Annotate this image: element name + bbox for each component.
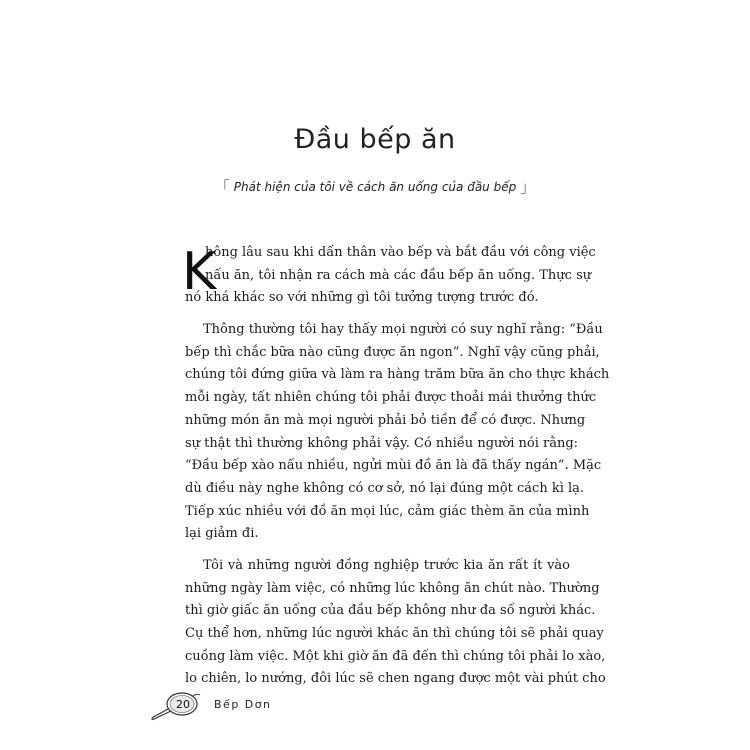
text-line: những ngày làm việc, có những lúc không ăn chút nào. Thường — [185, 580, 600, 596]
text-line: Tiếp xúc nhiều với đồ ăn mọi lúc, cảm giác thèm ăn của mình — [185, 503, 590, 519]
text-line: dù điều này nghe không có cơ sở, nó lại đúng một cách kì lạ. — [185, 480, 585, 496]
text-line: lại giảm đi. — [185, 526, 259, 542]
text-line: nấu ăn, tôi nhận ra cách mà các đầu bếp ăn uống. Thực sự — [205, 267, 592, 283]
text-line: cuồng làm việc. Một khi giờ ăn đã đến thì chúng tôi phải lo xào, — [185, 648, 606, 664]
corner-bracket-close: 」 — [520, 178, 536, 196]
text-line: thì giờ giấc ăn uống của đầu bếp không như đa số người khác. — [185, 603, 596, 619]
chapter-subtitle-text: Phát hiện của tôi về cách ăn uống của đầu bếp — [233, 180, 517, 194]
chapter-subtitle — [0, 175, 750, 196]
drop-cap: K — [182, 242, 217, 302]
text-line: lo chiên, lo nướng, đôi lúc sẽ chen ngang được một vài phút cho — [185, 671, 606, 687]
text-line: bếp thì chắc bữa nào cũng được ăn ngon”. Nghĩ vậy cũng phải, — [185, 344, 600, 360]
text-line: mỗi ngày, tất nhiên chúng tôi phải được thoải mái thưởng thức — [185, 390, 597, 406]
running-footer-title: Bếp Dơn — [214, 698, 272, 711]
text-line: Thông thường tôi hay thấy mọi người có suy nghĩ rằng: “Đầu — [203, 322, 603, 338]
text-line: Cụ thể hơn, những lúc người khác ăn thì chúng tôi sẽ phải quay — [185, 626, 604, 641]
chapter-title: Đầu bếp ăn — [294, 124, 456, 155]
text-line: chúng tôi đứng giữa và làm ra hàng trăm bữa ăn cho thực khách — [185, 367, 610, 383]
text-line: những món ăn mà mọi người phải bỏ tiền để có được. Nhưng — [185, 412, 586, 428]
text-line: sự thật thì thường không phải vậy. Có nhiều người nói rằng: — [185, 435, 579, 451]
body-text — [185, 242, 610, 691]
text-line: “Đầu bếp xào nấu nhiều, ngửi mùi đồ ăn là đã thấy ngán”. Mặc — [185, 458, 602, 474]
text-line: hông lâu sau khi dấn thân vào bếp và bắt đầu với công việc — [205, 245, 596, 260]
corner-bracket-open: 「 — [214, 178, 230, 196]
page-number: 20 — [176, 698, 190, 711]
text-line: nó khá khác so với những gì tôi tưởng tượng trước đó. — [185, 290, 539, 306]
text-line: Tôi và những người đồng nghiệp trước kia ăn rất ít vào — [203, 557, 570, 573]
page-footer — [150, 690, 290, 722]
